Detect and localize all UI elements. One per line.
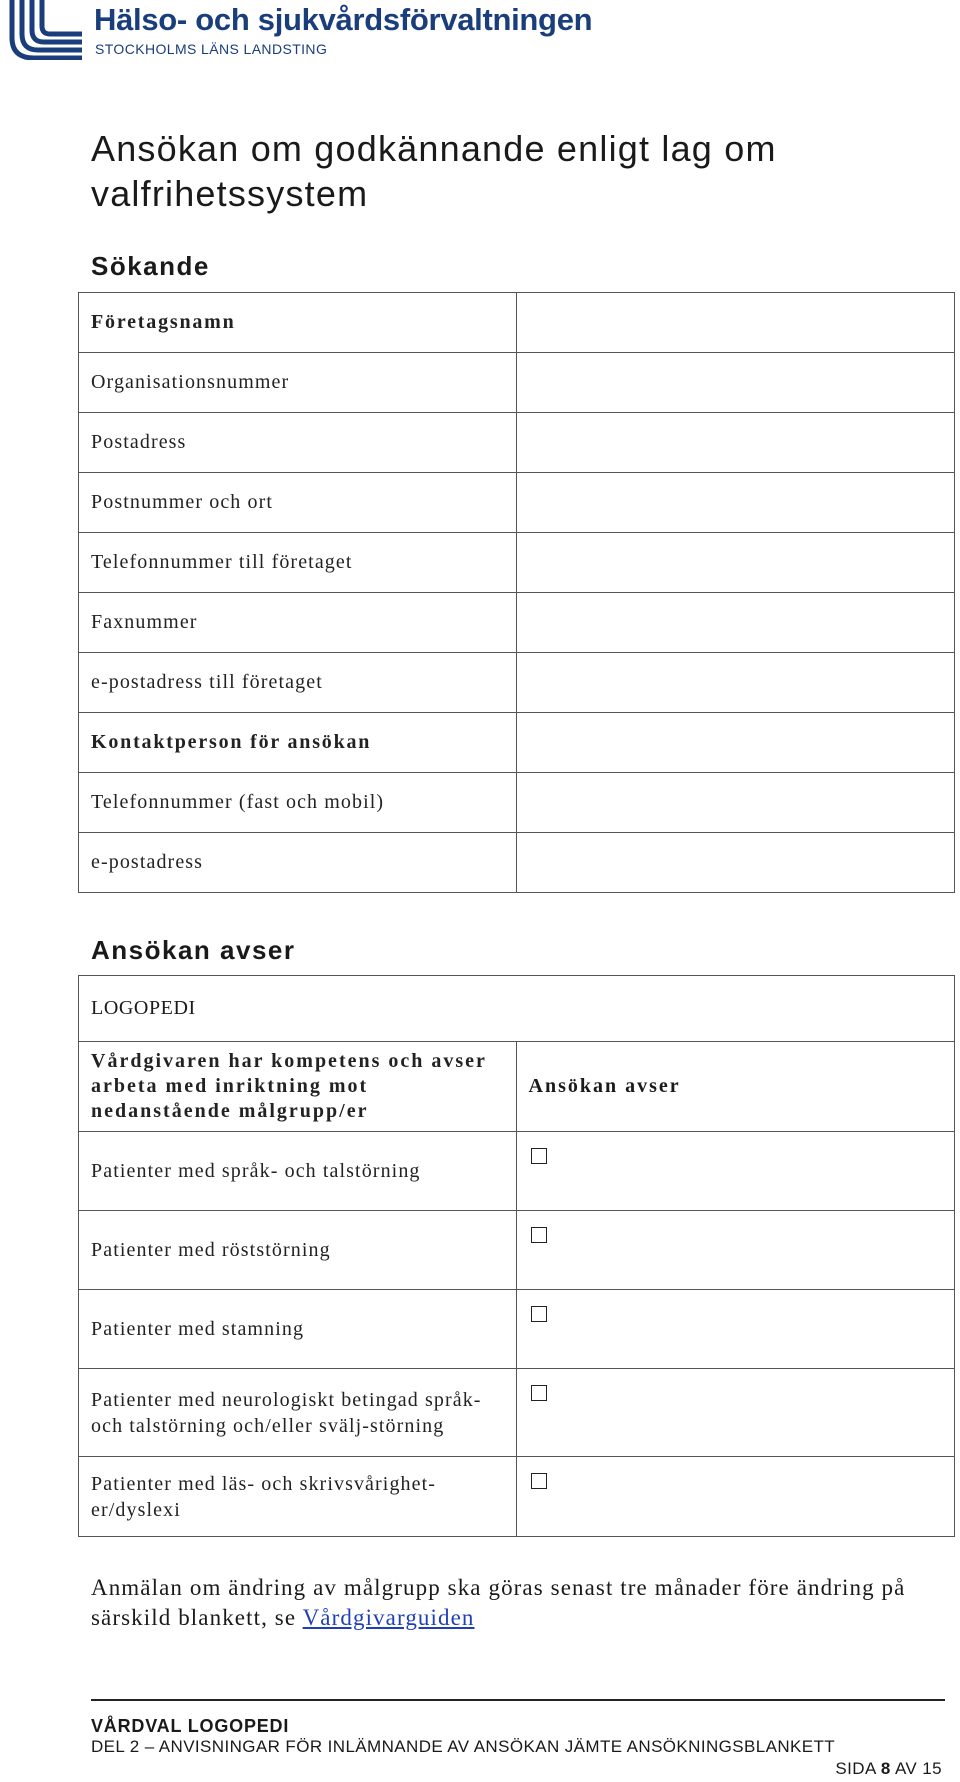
target-group-check-cell bbox=[516, 1369, 954, 1457]
field-label: Telefonnummer till företaget bbox=[79, 533, 517, 593]
field-value-input[interactable] bbox=[516, 773, 954, 833]
applicant-table bbox=[78, 292, 955, 893]
specialty-row bbox=[79, 976, 955, 1042]
page-title: Ansökan om godkännande enligt lag om valfrihetssystem bbox=[91, 128, 777, 214]
change-notice bbox=[91, 1573, 951, 1633]
page-prefix: SIDA bbox=[835, 1759, 876, 1778]
column-header-application: Ansökan avser bbox=[516, 1042, 954, 1132]
sll-logo-icon bbox=[8, 0, 82, 60]
organization-name: Hälso- och sjukvårdsförvaltningen bbox=[94, 2, 593, 37]
organization-subtitle: STOCKHOLMS LÄNS LANDSTING bbox=[95, 41, 328, 57]
table-row bbox=[79, 473, 955, 533]
target-group-row bbox=[79, 1369, 955, 1457]
field-label: e-postadress till företaget bbox=[79, 653, 517, 713]
target-group-checkbox[interactable] bbox=[531, 1227, 547, 1243]
page-total: 15 bbox=[922, 1759, 942, 1778]
target-group-label: Patienter med läs- och skrivsvårighet-er/dyslexi bbox=[79, 1457, 517, 1537]
field-label: Telefonnummer (fast och mobil) bbox=[79, 773, 517, 833]
field-label: Faxnummer bbox=[79, 593, 517, 653]
target-group-checkbox[interactable] bbox=[531, 1385, 547, 1401]
table-row bbox=[79, 533, 955, 593]
field-value-input[interactable] bbox=[516, 293, 954, 353]
table-row bbox=[79, 773, 955, 833]
field-value-input[interactable] bbox=[516, 473, 954, 533]
field-label: Postnummer och ort bbox=[79, 473, 517, 533]
footer-divider bbox=[91, 1699, 945, 1701]
target-group-label: Patienter med stamning bbox=[79, 1290, 517, 1369]
field-value-input[interactable] bbox=[516, 653, 954, 713]
page-middle: AV bbox=[894, 1759, 918, 1778]
target-group-label: Patienter med röststörning bbox=[79, 1211, 517, 1290]
target-group-checkbox[interactable] bbox=[531, 1306, 547, 1322]
target-group-label: Patienter med språk- och talstörning bbox=[79, 1132, 517, 1211]
footer-title: VÅRDVAL LOGOPEDI bbox=[91, 1716, 290, 1736]
table-row bbox=[79, 653, 955, 713]
table-row bbox=[79, 413, 955, 473]
specialty-label: LOGOPEDI bbox=[79, 976, 955, 1042]
change-notice-text: Anmälan om ändring av målgrupp ska göras senast tre månader före ändring på särskild blankett, se bbox=[91, 1575, 906, 1630]
target-group-check-cell bbox=[516, 1132, 954, 1211]
target-group-row bbox=[79, 1132, 955, 1211]
table-header-row bbox=[79, 1042, 955, 1132]
application-heading: Ansökan avser bbox=[91, 935, 296, 965]
target-group-row bbox=[79, 1290, 955, 1369]
footer-subtitle: DEL 2 – ANVISNINGAR FÖR INLÄMNANDE AV ANSÖKAN JÄMTE ANSÖKNINGSBLANKETT bbox=[91, 1737, 836, 1756]
target-group-row bbox=[79, 1457, 955, 1537]
table-row bbox=[79, 353, 955, 413]
vardgivarguiden-link[interactable]: Vårdgivarguiden bbox=[302, 1605, 475, 1630]
table-row bbox=[79, 713, 955, 773]
field-value-input[interactable] bbox=[516, 593, 954, 653]
field-value-input[interactable] bbox=[516, 713, 954, 773]
page-indicator bbox=[835, 1759, 942, 1779]
field-label: Kontaktperson för ansökan bbox=[79, 713, 517, 773]
table-row bbox=[79, 293, 955, 353]
field-label: e-postadress bbox=[79, 833, 517, 893]
field-value-input[interactable] bbox=[516, 413, 954, 473]
field-label: Organisationsnummer bbox=[79, 353, 517, 413]
column-header-competence: Vårdgivaren har kompetens och avser arbeta med inriktning mot nedanstående målgrupp/er bbox=[79, 1042, 517, 1132]
target-group-row bbox=[79, 1211, 955, 1290]
table-row bbox=[79, 833, 955, 893]
target-group-checkbox[interactable] bbox=[531, 1473, 547, 1489]
target-group-check-cell bbox=[516, 1290, 954, 1369]
target-group-table bbox=[78, 975, 955, 1537]
target-group-check-cell bbox=[516, 1457, 954, 1537]
page-number: 8 bbox=[880, 1759, 891, 1778]
target-group-label: Patienter med neurologiskt betingad språk- och talstörning och/eller svälj-störning bbox=[79, 1369, 517, 1457]
field-label: Postadress bbox=[79, 413, 517, 473]
field-label: Företagsnamn bbox=[79, 293, 517, 353]
field-value-input[interactable] bbox=[516, 533, 954, 593]
target-group-checkbox[interactable] bbox=[531, 1148, 547, 1164]
field-value-input[interactable] bbox=[516, 353, 954, 413]
applicant-heading: Sökande bbox=[91, 251, 210, 281]
table-row bbox=[79, 593, 955, 653]
target-group-check-cell bbox=[516, 1211, 954, 1290]
field-value-input[interactable] bbox=[516, 833, 954, 893]
